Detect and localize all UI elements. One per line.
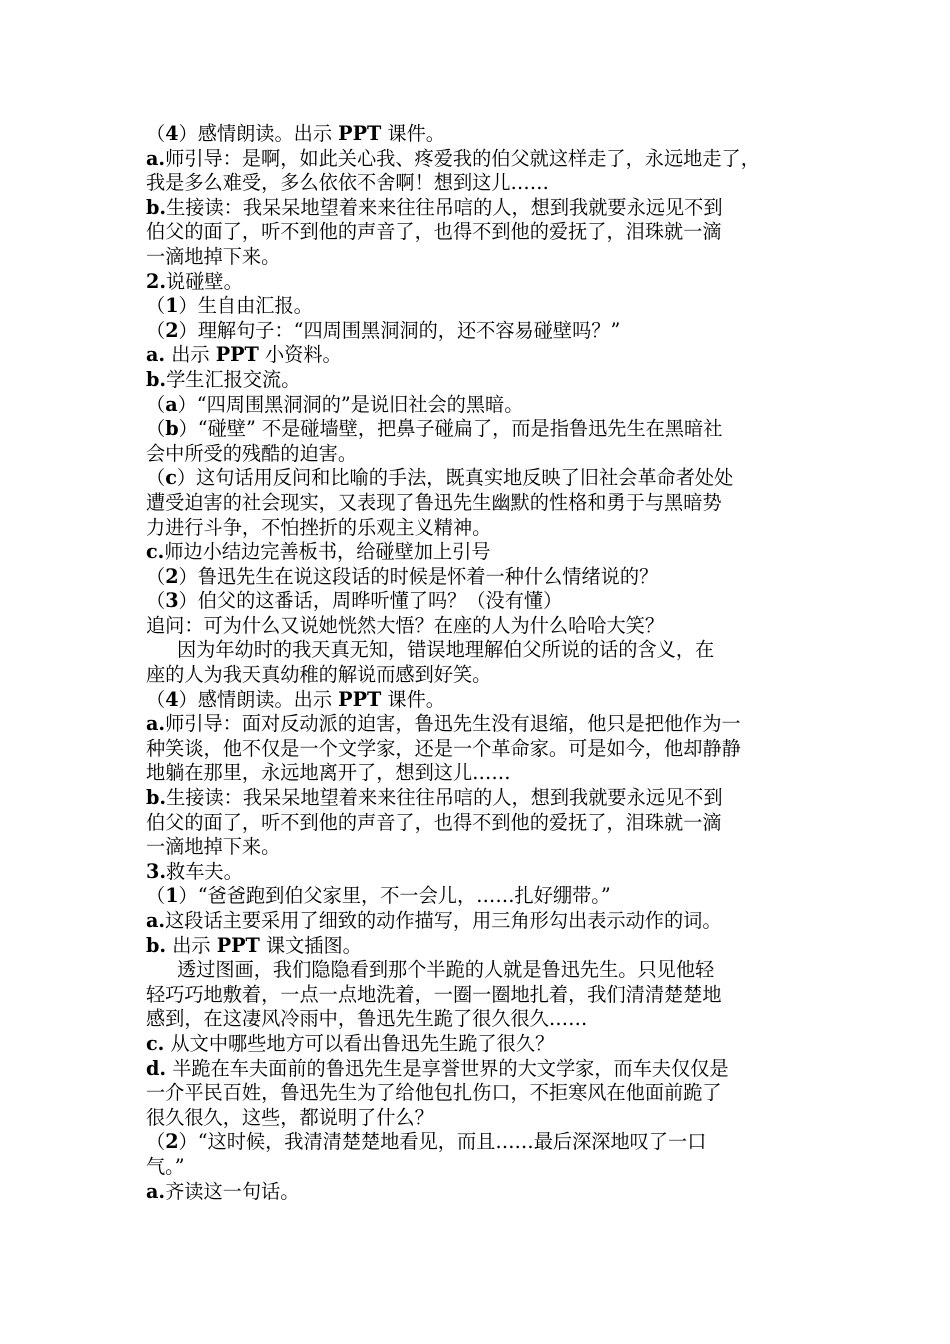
text-line: 感到，在这凄风冷雨中，鲁迅先生跪了很久很久…… [146, 1007, 588, 1031]
document-page [146, 122, 816, 1204]
text-line: b. 出示 PPT 课文插图。 [146, 933, 362, 957]
text-line: d. 半跪在车夫面前的鲁迅先生是享誉世界的大文学家，而车夫仅仅是 [146, 1056, 729, 1080]
text-line: 一介平民百姓，鲁迅先生为了给他包扎伤口，不拒寒风在他面前跪了 [146, 1081, 722, 1105]
text-line: c.师边小结边完善板书，给碰壁加上引号 [146, 540, 491, 564]
text-line: a. 出示 PPT 小资料。 [146, 343, 342, 367]
text-line: a.这段话主要采用了细致的动作描写，用三角形勾出表示动作的词。 [146, 909, 722, 932]
section-heading: 3.救车夫。 [146, 859, 243, 883]
text-line: （2）“这时候，我清清楚楚地看见，而且……最后深深地叹了一口 [146, 1130, 707, 1154]
text-line: 种笑谈，他不仅是一个文学家，还是一个革命家。可是如今，他却静静 [146, 736, 741, 760]
text-line: 伯父的面了，听不到他的声音了，也得不到他的爱抚了，泪珠就一滴 [146, 810, 722, 834]
text-line: 力进行斗争，不怕挫折的乐观主义精神。 [146, 515, 492, 539]
text-line: 轻巧巧地敷着，一点一点地洗着，一圈一圈地扎着，我们清清楚楚地 [146, 982, 722, 1006]
text-line: （1）生自由汇报。 [146, 294, 313, 318]
text-line: b.学生汇报交流。 [146, 367, 301, 391]
text-line: （1）“爸爸跑到伯父家里，不一会儿，……扎好绷带。” [146, 884, 611, 908]
section-heading: 2.说碰壁。 [146, 269, 243, 293]
text-line: c. 从文中哪些地方可以看出鲁迅先生跪了很久？ [146, 1031, 555, 1055]
text-line: 追问：可为什么又说她恍然大悟？在座的人为什么哈哈大笑？ [146, 613, 665, 637]
text-line: （4）感情朗读。出示 PPT 课件。 [146, 687, 445, 711]
text-line: a.师引导：是啊，如此关心我、疼爱我的伯父就这样走了，永远地走了， [146, 146, 760, 170]
text-line: （3）伯父的这番话，周晔听懂了吗？（没有懂） [146, 589, 563, 613]
text-line-indented: 透过图画，我们隐隐看到那个半跪的人就是鲁迅先生。只见他轻 [177, 958, 715, 982]
text-line: （b）“碰壁” 不是碰墙壁，把鼻子碰扁了，而是指鲁迅先生在黑暗社 [146, 417, 723, 441]
text-line: a.师引导：面对反动派的迫害，鲁迅先生没有退缩，他只是把他作为一 [146, 712, 741, 736]
text-line-indented: 因为年幼时的我天真无知，错误地理解伯父所说的话的含义，在 [177, 638, 715, 662]
text-line: 座的人为我天真幼稚的解说而感到好笑。 [146, 663, 492, 687]
text-line: 遭受迫害的社会现实，又表现了鲁迅先生幽默的性格和勇于与黑暗势 [146, 490, 722, 514]
text-line: 地躺在那里，永远地离开了，想到这儿…… [146, 761, 511, 785]
text-line: （c）这句话用反问和比喻的手法，既真实地反映了旧社会革命者处处 [146, 466, 734, 490]
text-line: b.生接读：我呆呆地望着来来往往吊唁的人，想到我就要永远见不到 [146, 195, 723, 219]
text-line: 伯父的面了，听不到他的声音了，也得不到他的爱抚了，泪珠就一滴 [146, 220, 722, 244]
text-line: 气。” [146, 1154, 185, 1178]
text-line: b.生接读：我呆呆地望着来来往往吊唁的人，想到我就要永远见不到 [146, 786, 723, 810]
text-line: 我是多么难受，多么依依不舍啊！想到这儿…… [146, 171, 549, 195]
text-line: （2）理解句子：“四周围黑洞洞的，还不容易碰壁吗？” [146, 318, 621, 342]
text-line: 很久很久，这些，都说明了什么？ [146, 1105, 434, 1129]
text-line: （2）鲁迅先生在说这段话的时候是怀着一种什么情绪说的？ [146, 564, 659, 588]
text-line: 一滴地掉下来。 [146, 835, 281, 859]
text-line: 一滴地掉下来。 [146, 244, 281, 268]
text-line: 会中所受的残酷的迫害。 [146, 441, 358, 465]
text-line: a.齐读这一句话。 [146, 1179, 300, 1203]
text-line: （a）“四周围黑洞洞的”是说旧社会的黑暗。 [146, 392, 524, 416]
text-line: （4）感情朗读。出示 PPT 课件。 [146, 122, 445, 145]
